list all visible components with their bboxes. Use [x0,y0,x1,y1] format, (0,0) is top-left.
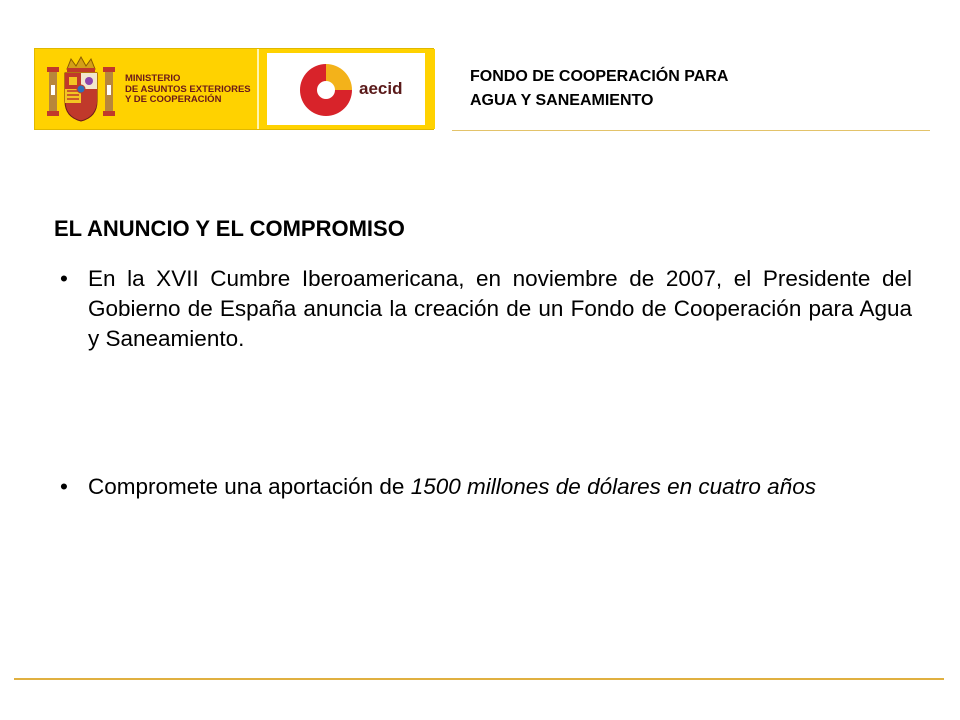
bullet-item-2 [60,472,912,502]
footer-divider [14,678,944,680]
ministry-line-2: DE ASUNTOS EXTERIORES [125,83,251,95]
header-divider [452,130,930,131]
fund-title-line-2: AGUA Y SANEAMIENTO [470,92,654,109]
ministry-line-3: Y DE COOPERACIÓN [125,94,222,105]
bullet-text-1: En la XVII Cumbre Iberoamericana, en noviembre de 2007, el Presidente del Gobierno de España anuncia la creación de un Fondo de Cooperación para Agua y Saneamiento. [88,266,912,351]
bullet-marker: • [60,266,68,291]
ministry-name [125,74,251,106]
fund-title [470,65,910,113]
bullet-text-2 [88,472,912,502]
fund-title-line-1: FONDO DE COOPERACIÓN PARA [470,68,729,85]
coat-of-arms-icon [45,55,117,123]
ministry-line-1: MINISTERIO [125,73,181,84]
bullet-text-2-normal: Compromete una aportación de [88,474,411,499]
ministry-logo [35,49,257,129]
aecid-wordmark: aecid [359,79,403,98]
bullet-text-2-italic: 1500 millones de dólares en cuatro años [410,474,816,499]
slide-heading: EL ANUNCIO Y EL COMPROMISO [54,216,405,241]
header-logo-block [34,48,434,130]
bullet-item-1 [60,264,912,354]
bullet-marker: • [60,474,68,499]
aecid-c-icon [297,61,355,119]
aecid-logo-panel [267,53,425,125]
aecid-logo [257,49,435,129]
